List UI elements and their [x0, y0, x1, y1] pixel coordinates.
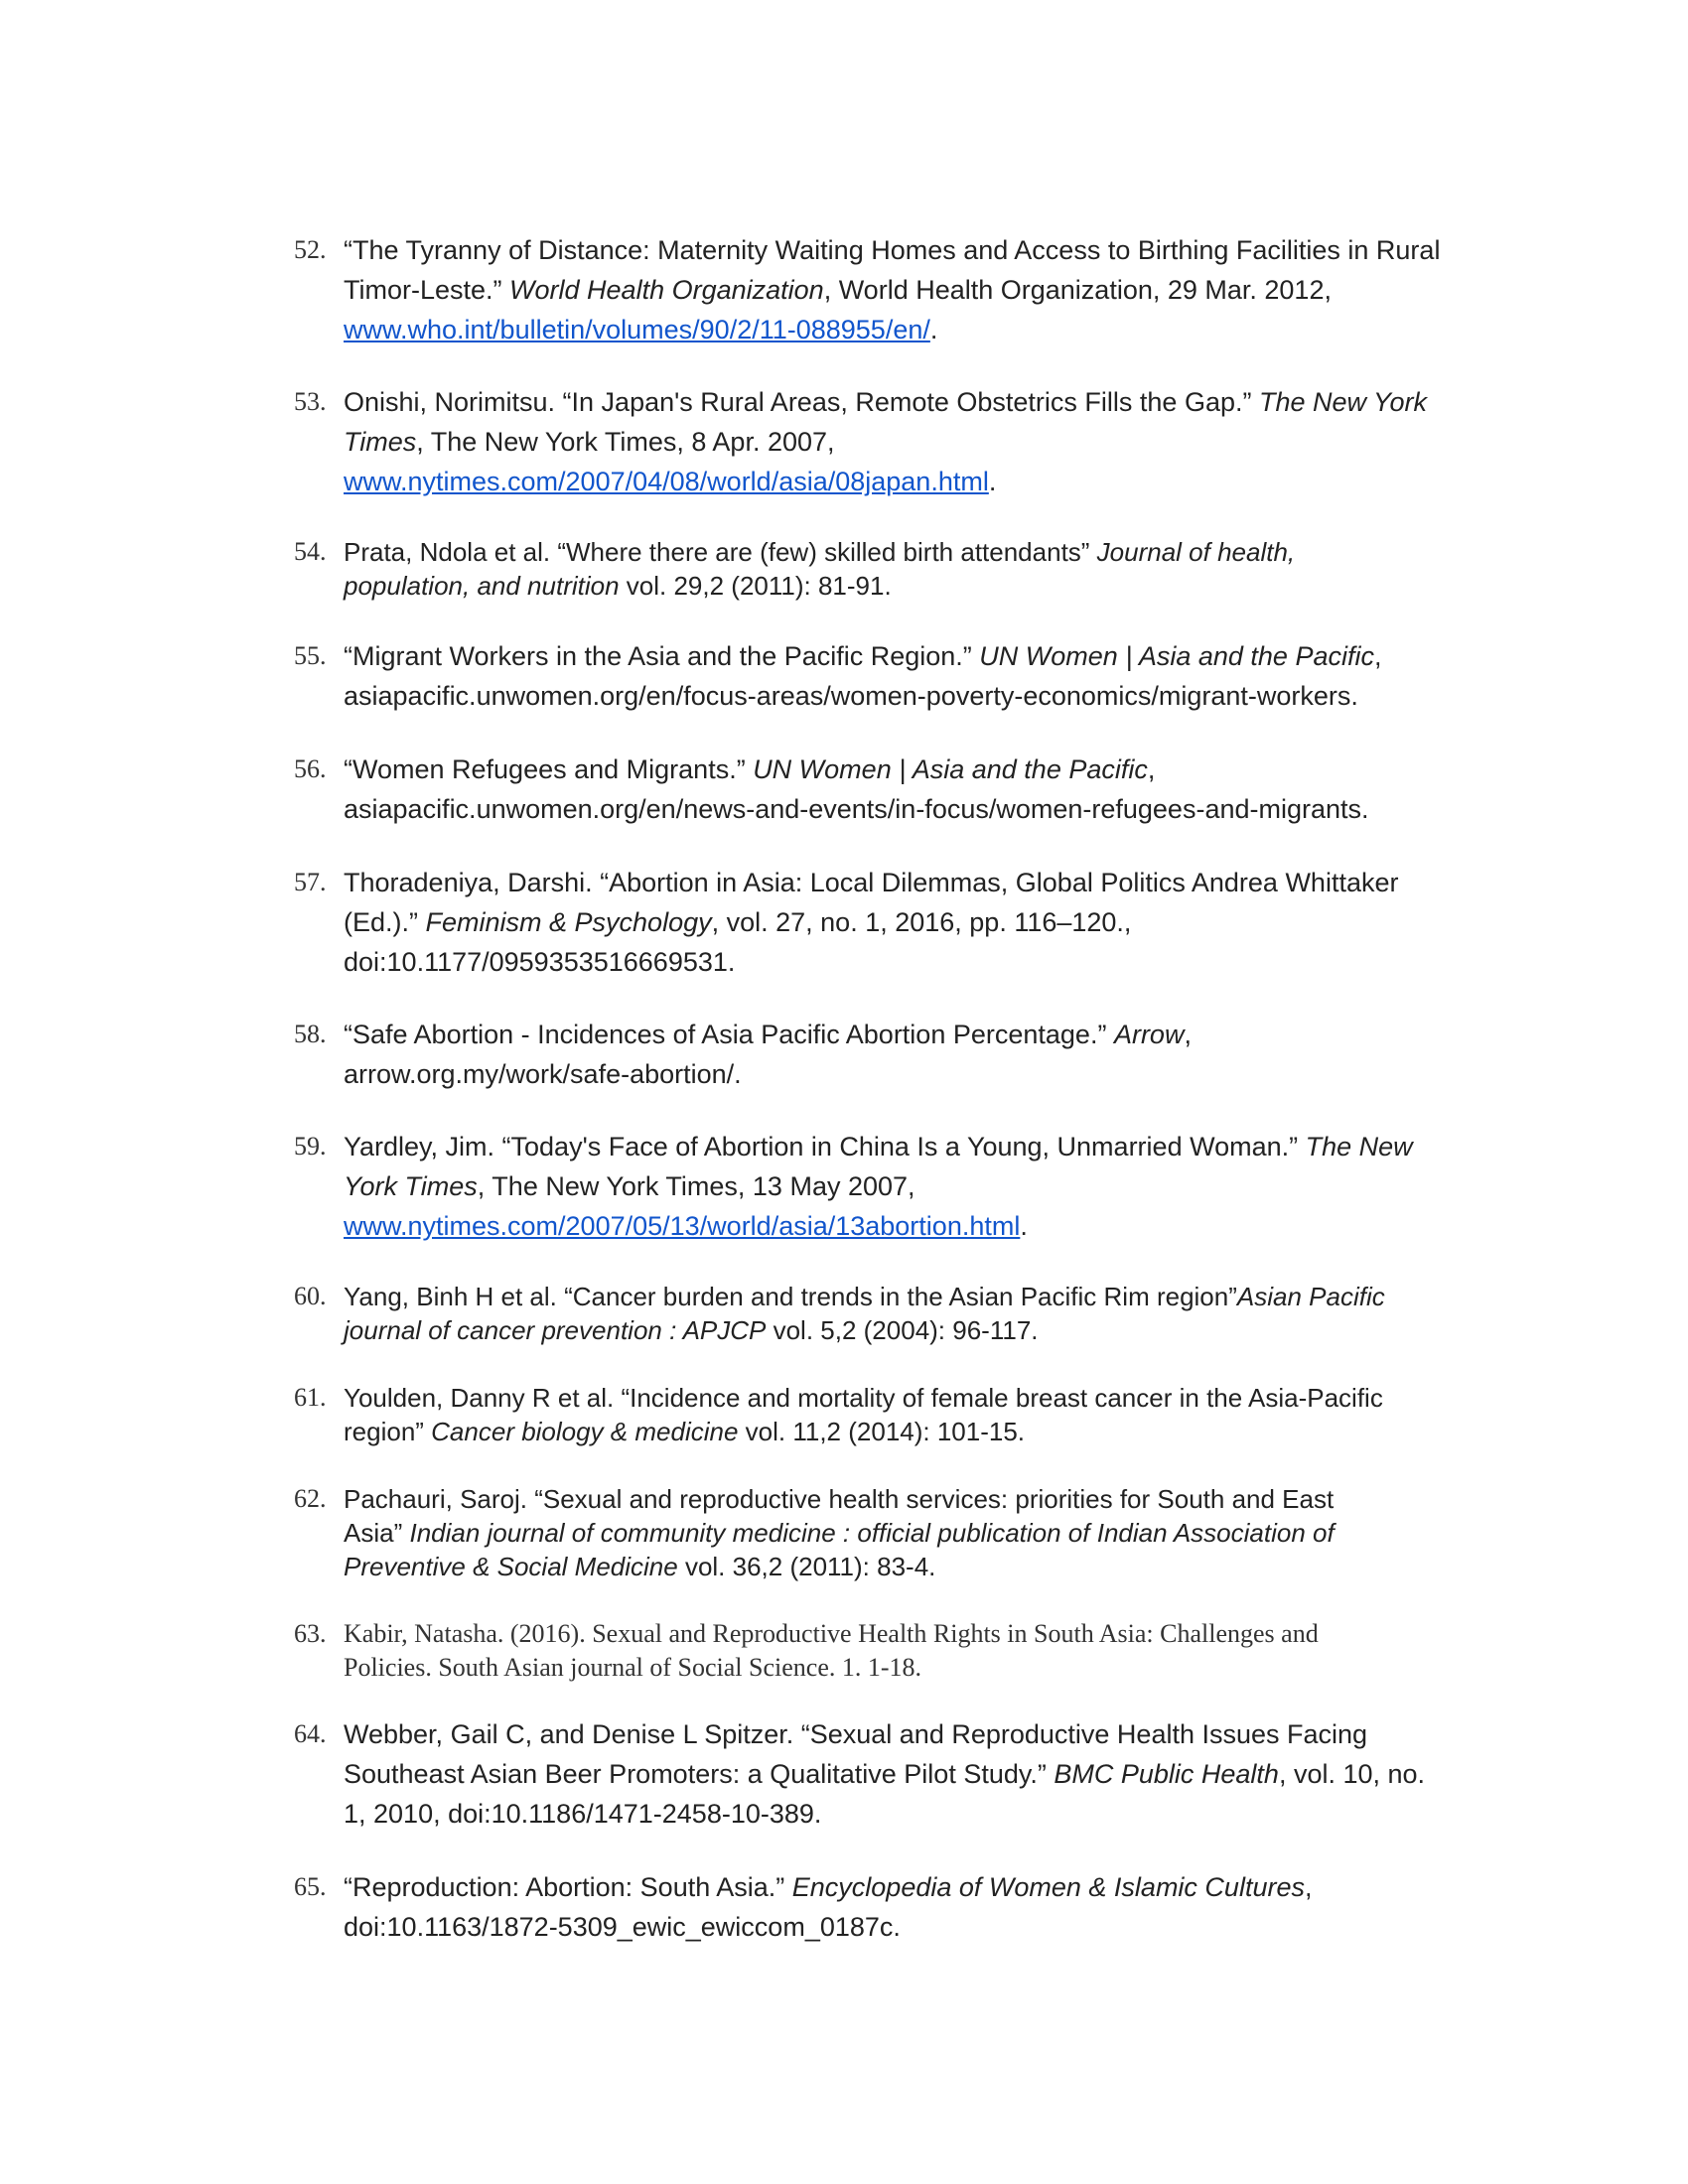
reference-number: 58.: [294, 1020, 327, 1048]
reference-segment: Pachauri, Saroj. “Sexual and reproductive health services: priorities for South and East: [344, 1484, 1335, 1514]
reference-segment: Webber, Gail C, and Denise L Spitzer. “Sexual and Reproductive Health Issues Facing: [344, 1719, 1368, 1749]
reference-segment: ,: [1184, 1020, 1192, 1049]
source-title: population, and nutrition: [344, 571, 620, 601]
reference-line: [344, 230, 1515, 270]
reference-line: [344, 1381, 1515, 1415]
reference-line: [344, 569, 1515, 603]
reference-number: 60.: [294, 1282, 327, 1310]
reference-line: [344, 1651, 1515, 1685]
reference-segment: arrow.org.my/work/safe-abortion/.: [344, 1059, 742, 1089]
reference-line: [344, 382, 1515, 422]
source-title: World Health Organization: [509, 275, 824, 305]
reference-number: 62.: [294, 1484, 327, 1513]
reference-segment: “Women Refugees and Migrants.”: [344, 754, 754, 784]
reference-line: [344, 1867, 1515, 1907]
reference-line: [344, 270, 1515, 310]
reference-segment: asiapacific.unwomen.org/en/news-and-events/in-focus/women-refugees-and-migrants.: [344, 794, 1369, 824]
reference-text: [344, 1617, 1515, 1685]
reference-segment: .: [988, 467, 997, 496]
reference-line: [344, 1516, 1515, 1550]
reference-segment: Southeast Asian Beer Promoters: a Qualitative Pilot Study.”: [344, 1759, 1055, 1789]
source-title: BMC Public Health: [1054, 1759, 1279, 1789]
reference-text: [344, 535, 1515, 603]
reference-line: [344, 462, 1515, 501]
reference-segment: Youlden, Danny R et al. “Incidence and mortality of female breast cancer in the Asia-Pacific: [344, 1383, 1383, 1413]
reference-number: 54.: [294, 537, 327, 566]
reference-line: [344, 1714, 1515, 1754]
reference-line: [344, 750, 1515, 789]
reference-segment: , The New York Times, 13 May 2007,: [477, 1171, 915, 1201]
reference-line: [344, 1617, 1515, 1651]
reference-segment: , vol. 10, no.: [1278, 1759, 1426, 1789]
reference-segment: ,: [1304, 1872, 1313, 1902]
reference-text: [344, 1015, 1515, 1094]
reference-segment: vol. 36,2 (2011): 83-4.: [677, 1552, 936, 1581]
reference-line: [344, 1280, 1515, 1313]
reference-segment: (Ed.).”: [344, 907, 426, 937]
reference-text: [344, 750, 1515, 829]
reference-number: 56.: [294, 754, 327, 783]
reference-text: [344, 230, 1515, 349]
source-title: Asian Pacific: [1236, 1282, 1385, 1311]
reference-link[interactable]: www.nytimes.com/2007/05/13/world/asia/13abortion.html: [344, 1211, 1021, 1241]
reference-segment: .: [929, 315, 938, 344]
source-title: Arrow: [1113, 1020, 1185, 1049]
reference-segment: Yardley, Jim. “Today's Face of Abortion in China Is a Young, Unmarried Woman.”: [344, 1132, 1306, 1161]
reference-number: 63.: [294, 1619, 327, 1648]
reference-line: [344, 422, 1515, 462]
source-title: The New York: [1258, 387, 1428, 417]
reference-line: [344, 636, 1515, 676]
reference-segment: ,: [1373, 641, 1382, 671]
source-title: Cancer biology & medicine: [431, 1417, 739, 1446]
reference-segment: Yang, Binh H et al. “Cancer burden and trends in the Asian Pacific Rim region”: [344, 1282, 1237, 1311]
source-title: The New: [1305, 1132, 1413, 1161]
source-title: York Times: [344, 1171, 478, 1201]
reference-line: [344, 942, 1515, 982]
reference-segment: “Safe Abortion - Incidences of Asia Pacific Abortion Percentage.”: [344, 1020, 1114, 1049]
reference-line: [344, 1015, 1515, 1054]
reference-segment: Kabir, Natasha. (2016). Sexual and Reproductive Health Rights in South Asia: Challenges and: [344, 1619, 1319, 1648]
reference-line: [344, 789, 1515, 829]
reference-number: 52.: [294, 235, 327, 264]
reference-line: [344, 1313, 1515, 1347]
reference-text: [344, 636, 1515, 716]
source-title: Indian journal of community medicine : official publication of Indian Association of: [409, 1518, 1335, 1548]
reference-segment: , World Health Organization, 29 Mar. 2012,: [823, 275, 1332, 305]
reference-line: [344, 1127, 1515, 1166]
source-title: UN Women | Asia and the Pacific: [979, 641, 1374, 671]
reference-segment: ,: [1147, 754, 1156, 784]
reference-segment: doi:10.1177/0959353516669531.: [344, 947, 736, 977]
reference-text: [344, 1867, 1515, 1947]
source-title: UN Women | Asia and the Pacific: [753, 754, 1148, 784]
reference-number: 57.: [294, 868, 327, 896]
reference-segment: vol. 11,2 (2014): 101-15.: [738, 1417, 1026, 1446]
reference-number: 59.: [294, 1132, 327, 1160]
source-title: Journal of health,: [1096, 537, 1296, 567]
reference-segment: 1, 2010, doi:10.1186/1471-2458-10-389.: [344, 1799, 822, 1829]
reference-line: [344, 310, 1515, 349]
source-title: Feminism & Psychology: [425, 907, 712, 937]
reference-segment: “Migrant Workers in the Asia and the Pacific Region.”: [344, 641, 980, 671]
reference-segment: “The Tyranny of Distance: Maternity Waiting Homes and Access to Birthing Facilities in Rural: [344, 235, 1441, 265]
reference-text: [344, 1482, 1515, 1583]
reference-segment: asiapacific.unwomen.org/en/focus-areas/women-poverty-economics/migrant-workers.: [344, 681, 1358, 711]
reference-link[interactable]: www.who.int/bulletin/volumes/90/2/11-088955/en/: [344, 315, 930, 344]
reference-line: [344, 902, 1515, 942]
reference-segment: , The New York Times, 8 Apr. 2007,: [416, 427, 835, 457]
reference-text: [344, 1280, 1515, 1347]
reference-segment: Thoradeniya, Darshi. “Abortion in Asia: Local Dilemmas, Global Politics Andrea Whittaker: [344, 868, 1399, 897]
reference-line: [344, 1794, 1515, 1834]
reference-number: 61.: [294, 1383, 327, 1412]
reference-segment: vol. 29,2 (2011): 81-91.: [619, 571, 892, 601]
reference-segment: doi:10.1163/1872-5309_ewic_ewiccom_0187c.: [344, 1912, 901, 1942]
reference-segment: Timor-Leste.”: [344, 275, 510, 305]
reference-segment: “Reproduction: Abortion: South Asia.”: [344, 1872, 792, 1902]
reference-segment: vol. 5,2 (2004): 96-117.: [766, 1315, 1039, 1345]
reference-line: [344, 1166, 1515, 1206]
reference-text: [344, 382, 1515, 501]
reference-segment: Asia”: [344, 1518, 410, 1548]
reference-link[interactable]: www.nytimes.com/2007/04/08/world/asia/08japan.html: [344, 467, 989, 496]
reference-text: [344, 863, 1515, 982]
reference-line: [344, 676, 1515, 716]
reference-number: 64.: [294, 1719, 327, 1748]
reference-number: 53.: [294, 387, 327, 416]
reference-segment: , vol. 27, no. 1, 2016, pp. 116–120.,: [711, 907, 1132, 937]
reference-number: 65.: [294, 1872, 327, 1901]
source-title: Times: [344, 427, 417, 457]
reference-text: [344, 1381, 1515, 1448]
reference-line: [344, 1754, 1515, 1794]
source-title: journal of cancer prevention : APJCP: [344, 1315, 767, 1345]
reference-line: [344, 535, 1515, 569]
source-title: Preventive & Social Medicine: [344, 1552, 678, 1581]
reference-line: [344, 1054, 1515, 1094]
reference-segment: region”: [344, 1417, 432, 1446]
reference-number: 55.: [294, 641, 327, 670]
reference-line: [344, 863, 1515, 902]
reference-line: [344, 1907, 1515, 1947]
reference-line: [344, 1482, 1515, 1516]
reference-segment: Onishi, Norimitsu. “In Japan's Rural Areas, Remote Obstetrics Fills the Gap.”: [344, 387, 1259, 417]
reference-text: [344, 1127, 1515, 1246]
reference-line: [344, 1415, 1515, 1448]
source-title: Encyclopedia of Women & Islamic Cultures: [791, 1872, 1305, 1902]
reference-line: [344, 1206, 1515, 1246]
reference-segment: Prata, Ndola et al. “Where there are (few) skilled birth attendants”: [344, 537, 1097, 567]
reference-segment: Policies. South Asian journal of Social Science. 1. 1-18.: [344, 1653, 922, 1682]
reference-line: [344, 1550, 1515, 1583]
reference-text: [344, 1714, 1515, 1834]
reference-segment: .: [1020, 1211, 1028, 1241]
